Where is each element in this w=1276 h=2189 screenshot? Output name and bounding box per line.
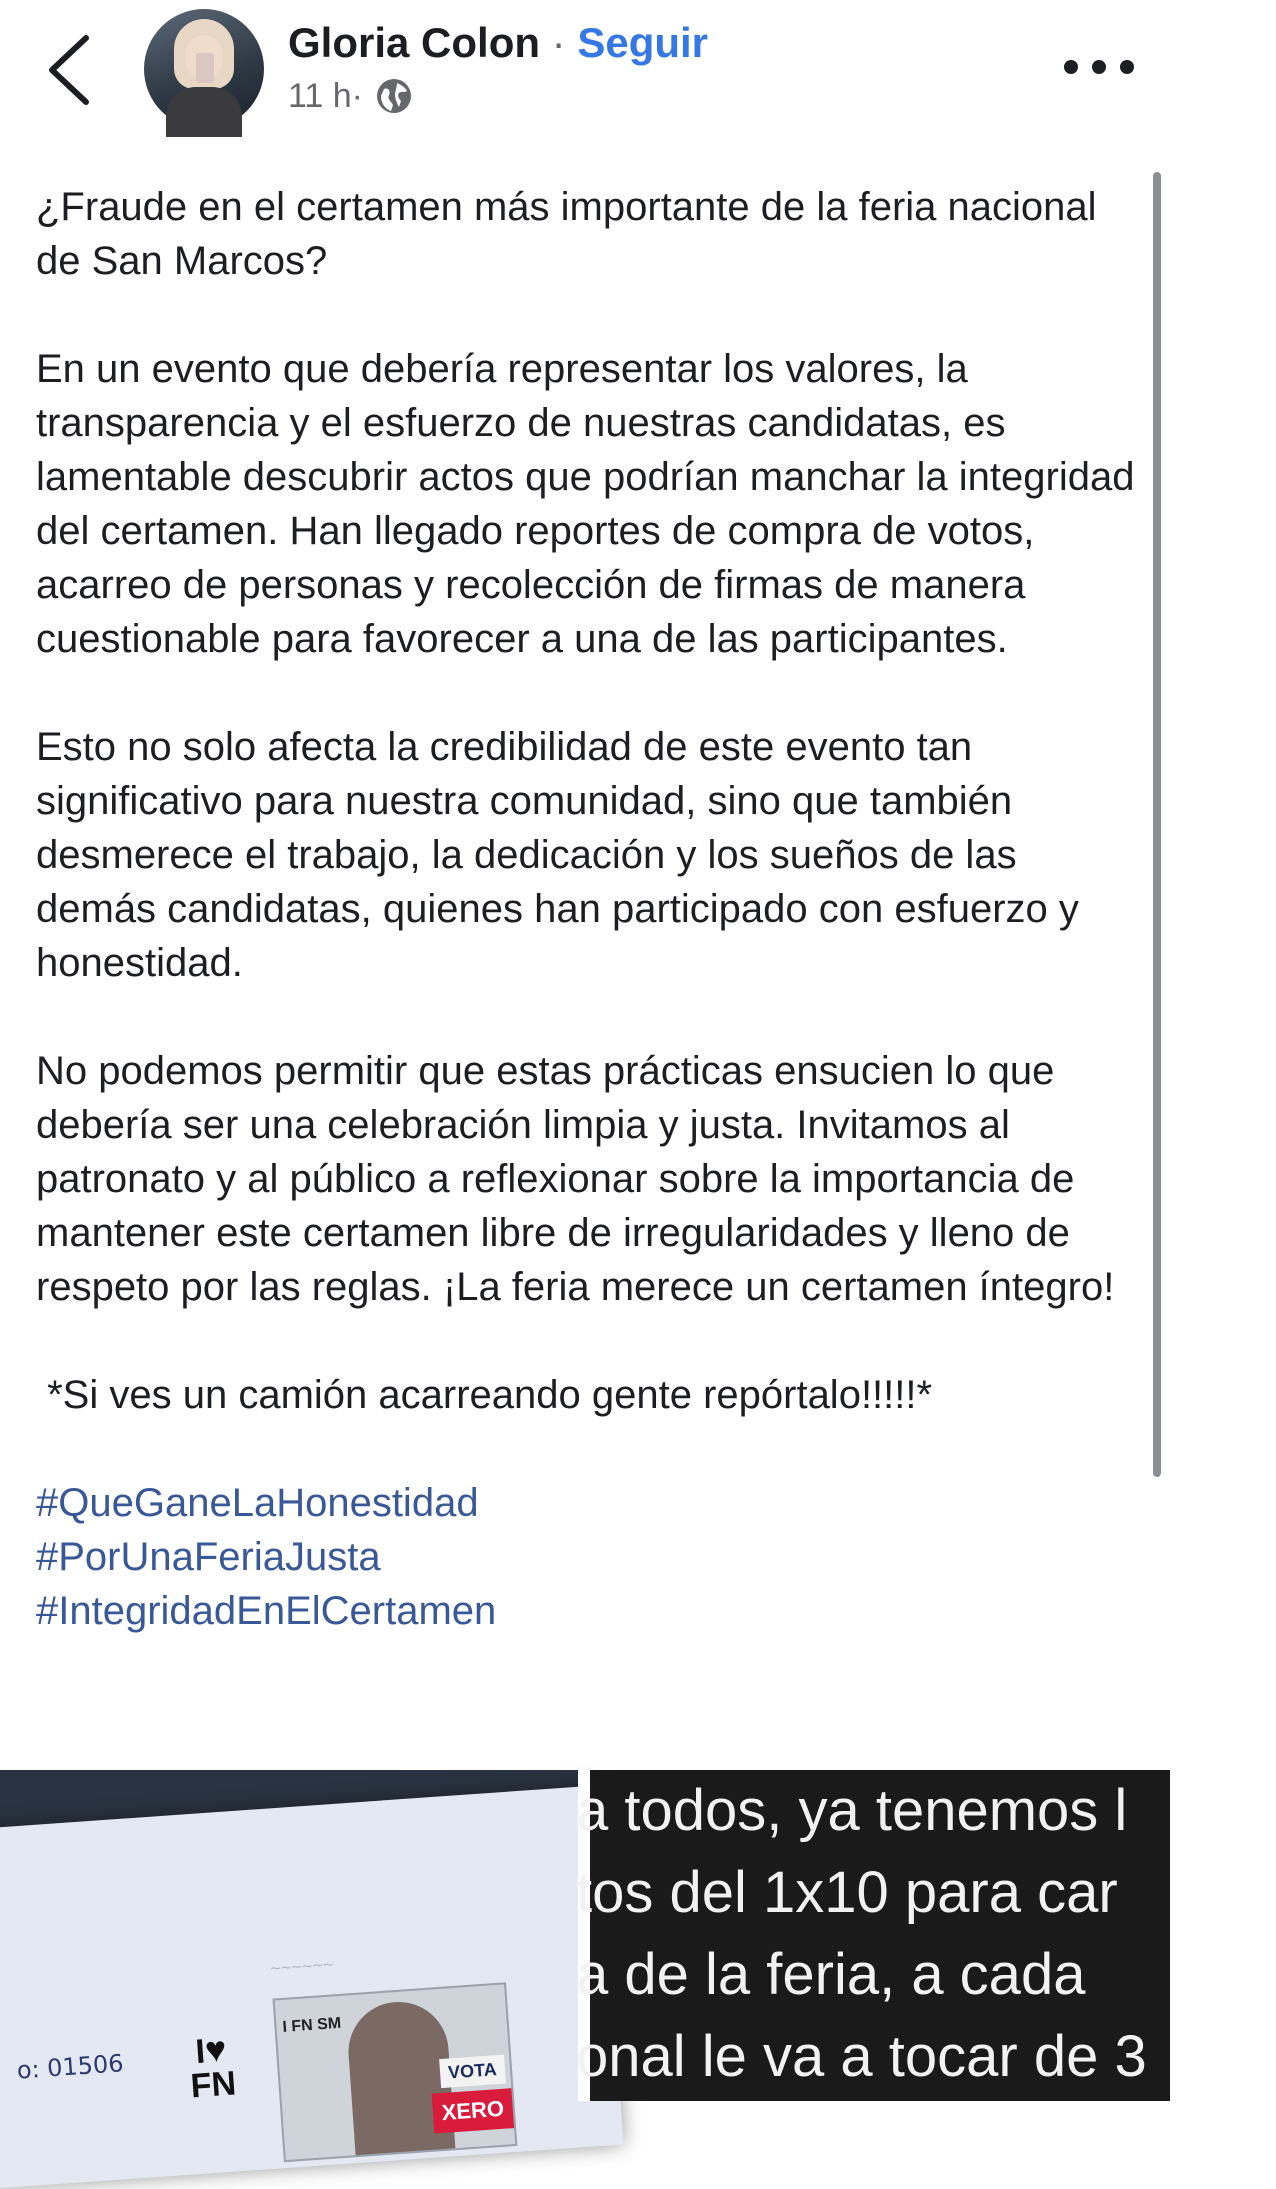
post-timestamp[interactable]: 11 h [288,77,352,115]
hashtag-link[interactable]: #IntegridadEnElCertamen [36,1589,497,1633]
author-name[interactable]: Gloria Colon [288,19,540,66]
globe-icon[interactable] [375,77,413,115]
chat-message-text [576,1770,1276,2098]
post-paragraph: No podemos permitir que estas prácticas ensucien lo que debería ser una celebración limpia y justa. Invitamos al patronato y al público a reflexionar sobre la importancia de mantener este certamen libre de irregularidades y lleno de respeto por las reglas. ¡La feria merece un certamen íntegro! [36,1049,1115,1309]
post-paragraph: ¿Fraude en el certamen más importante de la feria nacional de San Marcos? [36,185,1097,283]
chevron-left-icon [40,30,100,110]
post-photo-ballot[interactable] [0,1770,578,2126]
post-text [36,180,1136,1638]
post-paragraph: *Si ves un camión acarreando gente repórtalo!!!!!* [36,1373,933,1417]
card-logo: I FN SM [281,2014,342,2036]
more-options-button[interactable] [1064,50,1134,84]
post-paragraph: Esto no solo afecta la credibilidad de este evento tan significativo para nuestra comunidad, sino que también desmerece el trabajo, la dedicación y los sueños de las demás candidatas, quienes han participado con esfuerzo y honestidad. [36,725,1079,985]
scrollbar[interactable] [1153,172,1161,1477]
back-button[interactable] [40,30,100,110]
post-photo-chat-screenshot[interactable] [576,1770,1170,2101]
hashtag-link[interactable]: #PorUnaFeriaJusta [36,1535,381,1579]
ballot-folio: o: 01506 [15,2049,125,2085]
chat-line: a de la feria, a cada [576,1942,1086,2007]
chat-line: a todos, ya tenemos l [576,1778,1128,1843]
chat-line: onal le va a tocar de 3 [576,2024,1147,2089]
fair-logo: I♥ FN [189,2028,238,2106]
hashtag-list [36,1476,1136,1638]
post-paragraph: En un evento que debería representar los valores, la transparencia y el esfuerzo de nuestras candidatas, es lamentable descubrir actos que podrían manchar la integridad del certamen. Han llegado reportes de compra de votos, acarreo de personas y recolección de firmas de manera cuestionable para favorecer a una de las participantes. [36,347,1135,661]
chat-line: tos del 1x10 para car [576,1860,1118,1925]
heart-icon: ♥ [203,2028,228,2071]
more-horizontal-icon [1064,60,1078,74]
separator-dot: · [540,19,578,66]
author-line [288,16,708,70]
candidate-name-label: XERO [432,2088,515,2133]
hashtag-link[interactable]: #QueGaneLaHonestidad [36,1481,479,1525]
candidate-card [273,1982,518,2162]
vota-label: VOTA [439,2055,506,2088]
avatar[interactable] [144,9,264,129]
post-header [0,0,1170,140]
post-meta [288,74,413,118]
ballot-paper: ~~~~~~ o: 01506 I♥ FN I FN SM VOTA XERO [0,1785,624,2189]
follow-button[interactable]: Seguir [577,19,709,66]
meta-separator: · [351,77,363,115]
